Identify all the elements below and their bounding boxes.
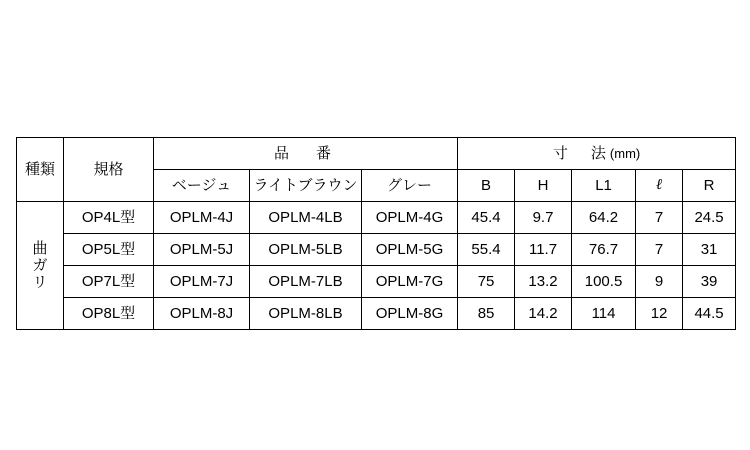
cell-gray: OPLM-4G [362, 202, 458, 234]
header-dim-r: R [683, 170, 736, 202]
cell-h: 9.7 [515, 202, 572, 234]
cell-r: 39 [683, 266, 736, 298]
header-part-number-group: 品 番 [154, 138, 458, 170]
table-row [17, 234, 736, 266]
cell-beige: OPLM-5J [154, 234, 250, 266]
cell-r: 31 [683, 234, 736, 266]
cell-gray: OPLM-8G [362, 298, 458, 330]
cell-b: 85 [458, 298, 515, 330]
cell-h: 13.2 [515, 266, 572, 298]
cell-h: 14.2 [515, 298, 572, 330]
cell-l1: 64.2 [572, 202, 636, 234]
kind-label-line-3: リ [32, 274, 48, 292]
cell-beige: OPLM-4J [154, 202, 250, 234]
cell-l1: 114 [572, 298, 636, 330]
header-color-beige: ベージュ [154, 170, 250, 202]
cell-b: 75 [458, 266, 515, 298]
header-spec: 規格 [64, 138, 154, 202]
cell-spec: OP8L型 [64, 298, 154, 330]
cell-l: 12 [636, 298, 683, 330]
cell-l1: 100.5 [572, 266, 636, 298]
cell-l1: 76.7 [572, 234, 636, 266]
cell-gray: OPLM-7G [362, 266, 458, 298]
cell-r: 24.5 [683, 202, 736, 234]
cell-b: 45.4 [458, 202, 515, 234]
cell-light-brown: OPLM-4LB [250, 202, 362, 234]
kind-label-line-1: 曲 [32, 239, 48, 257]
table-header-row-group [17, 138, 736, 170]
header-dimensions-group [458, 138, 736, 170]
table-row [17, 266, 736, 298]
header-dimensions-label: 寸 法 [552, 144, 610, 162]
cell-light-brown: OPLM-5LB [250, 234, 362, 266]
cell-spec: OP4L型 [64, 202, 154, 234]
cell-l: 9 [636, 266, 683, 298]
header-dim-l1: L1 [572, 170, 636, 202]
spec-table-container [16, 137, 735, 330]
cell-b: 55.4 [458, 234, 515, 266]
table-row [17, 298, 736, 330]
product-spec-table [16, 137, 736, 330]
header-kind: 種類 [17, 138, 64, 202]
header-dim-l: ℓ [636, 170, 683, 202]
header-color-gray: グレー [362, 170, 458, 202]
kind-label-line-2: ガ [32, 256, 48, 274]
cell-light-brown: OPLM-7LB [250, 266, 362, 298]
kind-label-magari [17, 202, 64, 330]
header-dim-b: B [458, 170, 515, 202]
cell-l: 7 [636, 202, 683, 234]
cell-l: 7 [636, 234, 683, 266]
cell-spec: OP5L型 [64, 234, 154, 266]
table-row [17, 202, 736, 234]
header-dimensions-unit: (mm) [609, 145, 641, 161]
header-color-light-brown: ライトブラウン [250, 170, 362, 202]
cell-light-brown: OPLM-8LB [250, 298, 362, 330]
cell-beige: OPLM-7J [154, 266, 250, 298]
cell-beige: OPLM-8J [154, 298, 250, 330]
cell-spec: OP7L型 [64, 266, 154, 298]
cell-gray: OPLM-5G [362, 234, 458, 266]
cell-h: 11.7 [515, 234, 572, 266]
cell-r: 44.5 [683, 298, 736, 330]
header-dim-h: H [515, 170, 572, 202]
